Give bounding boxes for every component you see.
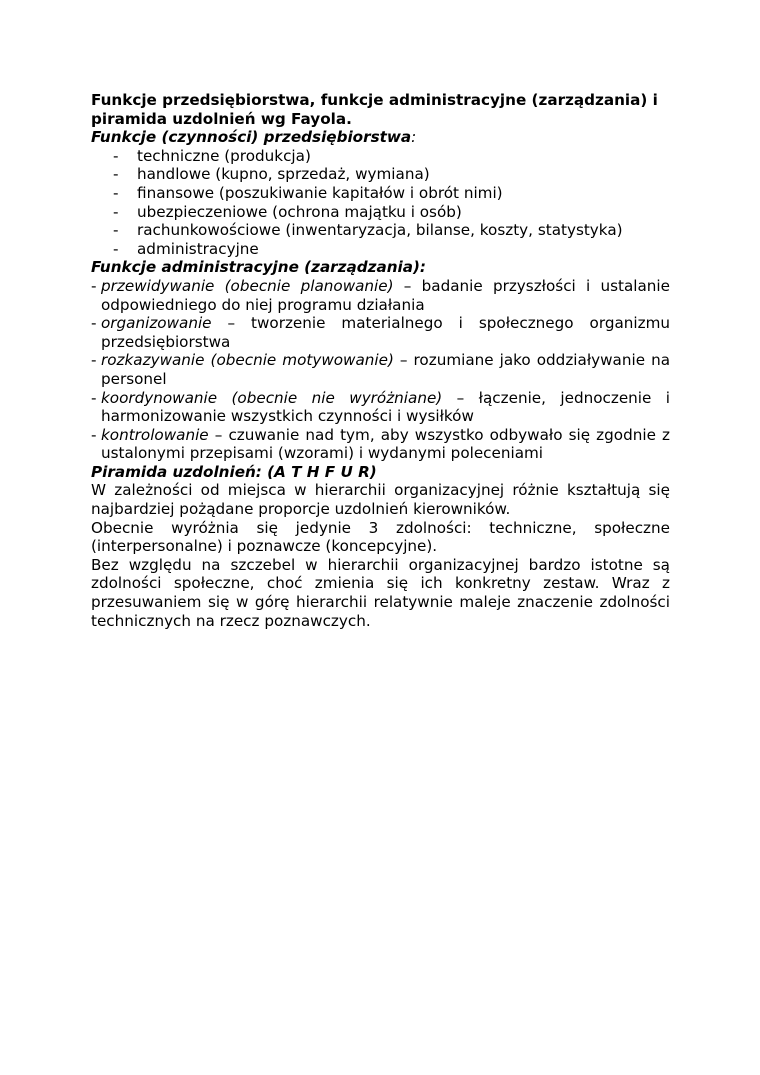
function-term: kontrolowanie xyxy=(101,425,209,444)
enterprise-functions-list xyxy=(91,147,670,259)
function-term: organizowanie xyxy=(101,314,212,333)
function-term: koordynowanie (obecnie nie wyróżniane) xyxy=(101,388,443,407)
function-term: rozkazywanie (obecnie motywowanie) xyxy=(101,351,394,370)
document-page xyxy=(91,91,670,630)
list-item: - techniczne (produkcja) xyxy=(91,147,670,166)
list-item xyxy=(91,314,670,351)
list-item xyxy=(91,389,670,426)
section-heading-skills-pyramid: Piramida uzdolnień: (A T H F U R) xyxy=(91,462,377,481)
list-item xyxy=(91,426,670,463)
document-title: Funkcje przedsiębiorstwa, funkcje administracyjne (zarządzania) i piramida uzdolnień wg Fayola. xyxy=(91,91,658,128)
function-term: przewidywanie (obecnie planowanie) xyxy=(101,276,394,295)
paragraph: Bez względu na szczebel w hierarchii organizacyjnej bardzo istotne są zdolności społeczne, choć zmienia się ich konkretny zestaw. Wraz z przesuwaniem się w górę hierarchii relatywnie maleje znaczenie zdolności technicznych na rzecz poznawczych. xyxy=(91,555,670,630)
section-heading-administrative-functions: Funkcje administracyjne (zarządzania): xyxy=(91,258,427,277)
list-item: - ubezpieczeniowe (ochrona majątku i osób) xyxy=(91,203,670,222)
list-item: - handlowe (kupno, sprzedaż, wymiana) xyxy=(91,165,670,184)
paragraph: Obecnie wyróżnia się jedynie 3 zdolności: techniczne, społeczne (interpersonalne) i poznawcze (koncepcyjne). xyxy=(91,518,670,556)
function-description: – tworzenie materialnego i społecznego organizmu przedsiębiorstwa xyxy=(101,314,670,351)
section-heading-suffix: : xyxy=(411,128,417,147)
list-item: - administracyjne xyxy=(91,240,670,259)
list-item xyxy=(91,277,670,314)
section-heading-text: Funkcje (czynności) przedsiębiorstwa xyxy=(91,128,412,147)
function-description: – rozumiane jako oddziaływanie na personel xyxy=(101,351,670,388)
function-description: – badanie przyszłości i ustalanie odpowiedniego do niej programu działania xyxy=(101,276,670,314)
list-item: - rachunkowościowe (inwentaryzacja, bilanse, koszty, statystyka) xyxy=(91,221,670,240)
list-item xyxy=(91,351,670,388)
administrative-functions-list xyxy=(91,277,670,463)
section-heading-enterprise-functions xyxy=(91,128,670,147)
paragraph: W zależności od miejsca w hierarchii organizacyjnej różnie kształtują się najbardziej pożądane proporcje uzdolnień kierowników. xyxy=(91,481,670,519)
list-item: - finansowe (poszukiwanie kapitałów i obrót nimi) xyxy=(91,184,670,203)
function-description: – czuwanie nad tym, aby wszystko odbywało się zgodnie z ustalonymi przepisami (wzorami) i wydanymi poleceniami xyxy=(101,425,670,463)
function-description: – łączenie, jednoczenie i harmonizowanie wszystkich czynności i wysiłków xyxy=(101,388,670,426)
